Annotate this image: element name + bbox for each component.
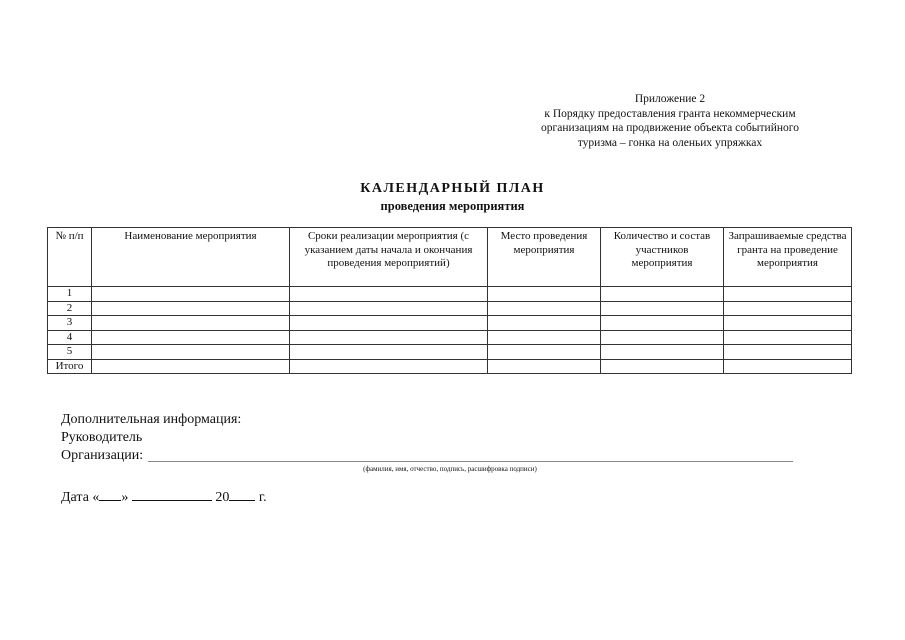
table-cell bbox=[724, 287, 852, 302]
table-cell bbox=[601, 301, 724, 316]
year-prefix: 20 bbox=[215, 490, 230, 505]
month-blank bbox=[132, 487, 212, 501]
signature-caption: (фамилия, имя, отчество, подпись, расшифровка подписи) bbox=[363, 465, 537, 473]
table-cell bbox=[92, 330, 290, 345]
row-number: 5 bbox=[48, 345, 92, 360]
col-header-grant-funds: Запрашиваемые средства гранта на проведение мероприятия bbox=[724, 228, 852, 287]
table-header-row bbox=[48, 228, 852, 287]
year-blank bbox=[229, 487, 255, 501]
table-row bbox=[48, 316, 852, 331]
table-cell bbox=[92, 287, 290, 302]
appendix-line: организациям на продвижение объекта событийного bbox=[541, 122, 799, 134]
additional-info-label: Дополнительная информация: bbox=[61, 412, 242, 427]
row-number: 4 bbox=[48, 330, 92, 345]
col-header-event-name: Наименование мероприятия bbox=[92, 228, 290, 287]
table-cell bbox=[601, 330, 724, 345]
table-cell bbox=[724, 316, 852, 331]
table-cell bbox=[290, 330, 488, 345]
organization-label: Организации: bbox=[61, 448, 144, 463]
table-cell bbox=[290, 301, 488, 316]
table-cell bbox=[601, 359, 724, 374]
table-cell bbox=[488, 359, 601, 374]
table-cell bbox=[92, 301, 290, 316]
table-row bbox=[48, 330, 852, 345]
table-cell bbox=[601, 316, 724, 331]
table-cell bbox=[92, 359, 290, 374]
table-cell bbox=[601, 287, 724, 302]
col-header-location: Место проведения мероприятия bbox=[488, 228, 601, 287]
appendix-note bbox=[520, 92, 820, 150]
table-total-row bbox=[48, 359, 852, 374]
day-blank bbox=[99, 487, 121, 501]
table-cell bbox=[488, 301, 601, 316]
appendix-line: туризма – гонка на оленьих упряжках bbox=[577, 136, 763, 149]
col-header-participants: Количество и состав участников мероприятия bbox=[601, 228, 724, 287]
table-cell bbox=[290, 287, 488, 302]
table-cell bbox=[724, 330, 852, 345]
calendar-plan-table bbox=[47, 227, 852, 374]
date-line bbox=[61, 487, 267, 506]
table-cell bbox=[724, 359, 852, 374]
head-label: Руководитель bbox=[61, 430, 143, 445]
date-quote-close: » bbox=[121, 490, 129, 505]
document-title: КАЛЕНДАРНЫЙ ПЛАН bbox=[360, 181, 545, 196]
table-cell bbox=[290, 359, 488, 374]
appendix-line: Приложение 2 bbox=[634, 93, 706, 105]
row-number: 3 bbox=[48, 316, 92, 331]
date-label: Дата « bbox=[61, 490, 100, 505]
row-number: 1 bbox=[48, 287, 92, 302]
table-cell bbox=[488, 330, 601, 345]
document-subtitle: проведения мероприятия bbox=[380, 199, 525, 213]
table-row bbox=[48, 287, 852, 302]
total-label: Итого bbox=[48, 359, 92, 374]
table-row bbox=[48, 345, 852, 360]
table-cell bbox=[488, 287, 601, 302]
table-cell bbox=[92, 316, 290, 331]
col-header-number: № п/п bbox=[48, 228, 92, 287]
table-cell bbox=[92, 345, 290, 360]
table-cell bbox=[290, 316, 488, 331]
appendix-line: к Порядку предоставления гранта некоммерческим bbox=[544, 107, 796, 120]
table-cell bbox=[601, 345, 724, 360]
table-cell bbox=[488, 316, 601, 331]
table-cell bbox=[724, 345, 852, 360]
table-cell bbox=[488, 345, 601, 360]
table-cell bbox=[290, 345, 488, 360]
year-suffix: г. bbox=[258, 490, 267, 505]
table-row bbox=[48, 301, 852, 316]
col-header-dates: Сроки реализации мероприятия (с указанием даты начала и окончания проведения мероприятий) bbox=[290, 228, 488, 287]
table-cell bbox=[724, 301, 852, 316]
signature-line bbox=[148, 461, 793, 462]
row-number: 2 bbox=[48, 301, 92, 316]
